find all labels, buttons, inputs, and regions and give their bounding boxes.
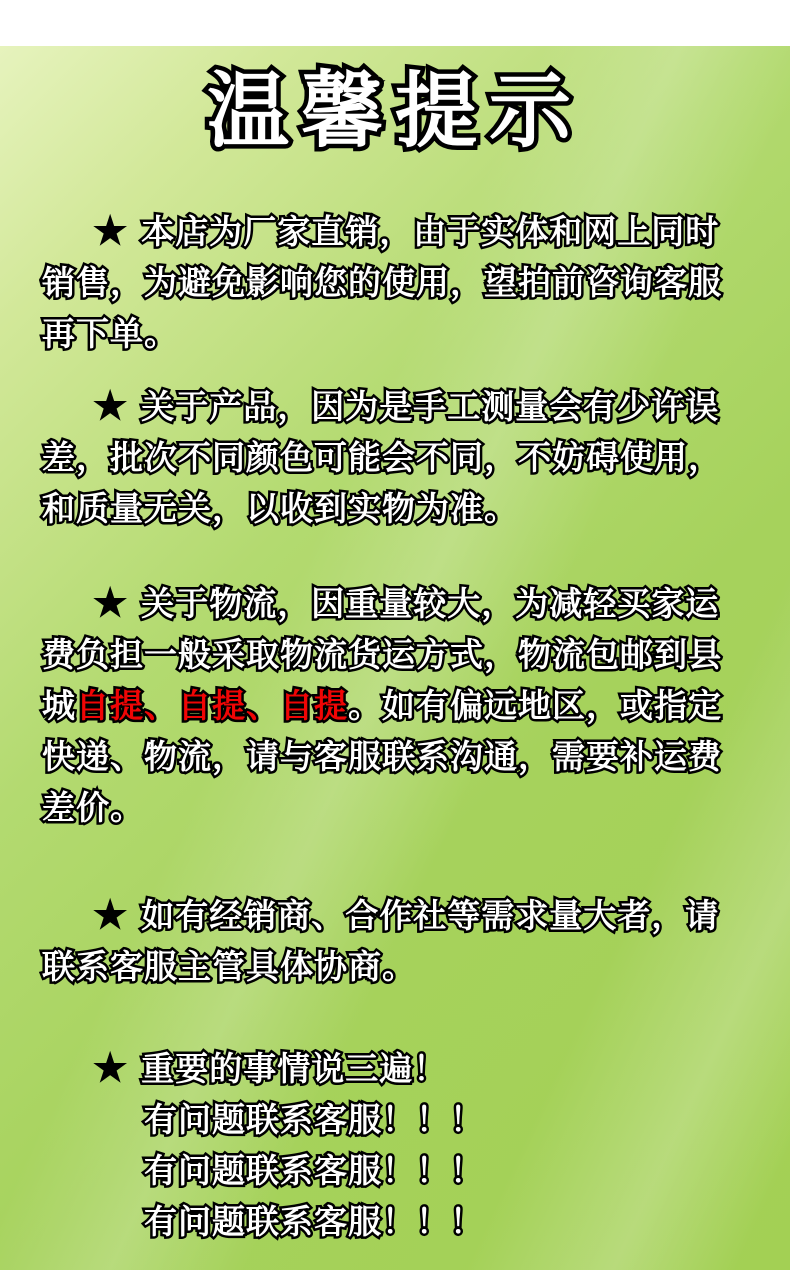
star-icon: ★	[94, 582, 128, 623]
notice-poster	[0, 46, 790, 1270]
paragraph-direct-sale	[42, 205, 748, 359]
paragraph-logistics-text-after: 。如有偏远地区，或指定快递、物流，请与客服联系沟通，需要补运费差价。	[42, 687, 722, 826]
contact-service-line: 有问题联系客服！！！	[144, 1203, 484, 1240]
paragraph-direct-sale-text: 本店为厂家直销，由于实体和网上同时销售，为避免影响您的使用，望拍前咨询客服再下单。	[42, 213, 722, 352]
page-title: 温馨提示	[206, 66, 583, 157]
star-icon: ★	[94, 1047, 128, 1088]
contact-service-line: 有问题联系客服！！！	[144, 1101, 484, 1138]
star-icon: ★	[94, 894, 128, 935]
paragraph-logistics	[42, 577, 748, 833]
paragraph-logistics-text-before: 关于物流，因重量较大，为减轻买家运费负担一般采取物流货运方式，物流包邮到县城	[42, 585, 722, 724]
important-heading-text: 重要的事情说三遍！	[141, 1050, 448, 1087]
star-icon: ★	[94, 385, 128, 426]
contact-service-line: 有问题联系客服！！！	[144, 1152, 484, 1189]
paragraph-important	[94, 1042, 748, 1247]
star-icon: ★	[94, 210, 128, 251]
paragraph-logistics-highlight: 自提、自提、自提	[76, 687, 348, 724]
paragraph-wholesale	[42, 889, 748, 992]
paragraph-product-text: 关于产品，因为是手工测量会有少许误差，批次不同颜色可能会不同，不妨碍使用，和质量无关，以收到实物为准。	[42, 388, 722, 527]
important-heading-row	[94, 1042, 748, 1094]
paragraph-product	[42, 380, 748, 534]
paragraph-wholesale-text: 如有经销商、合作社等需求量大者，请联系客服主管具体协商。	[42, 897, 720, 985]
